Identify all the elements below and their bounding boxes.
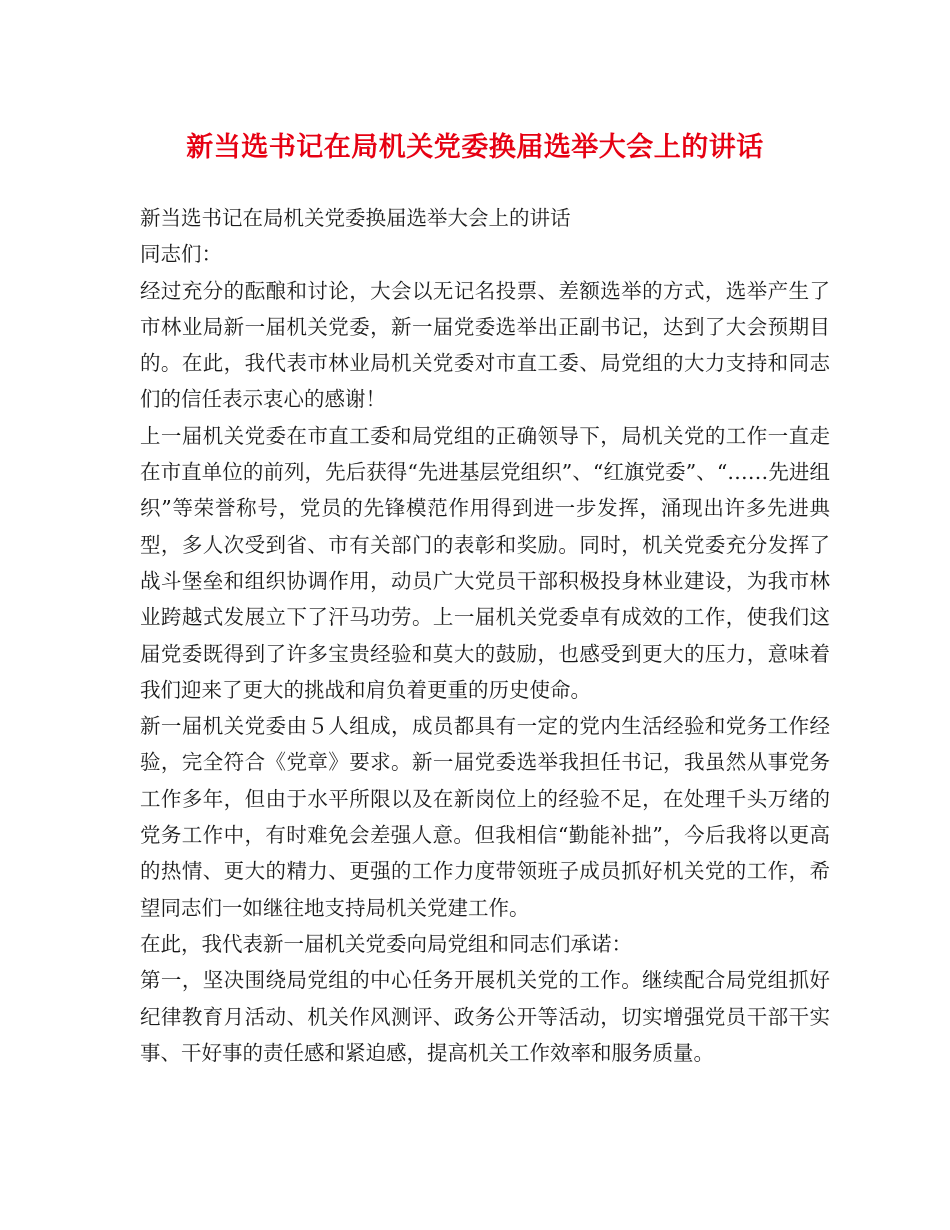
body-paragraph: 上一届机关党委在市直工委和局党组的正确领导下，局机关党的工作一直走在市直单位的前列，先后获得“先进基层党组织”、“红旗党委”、“……先进组织”等荣誉称号，党员的先锋模范作用得到进一步发挥，涌现出许多先进典型，多人次受到省、市有关部门的表彰和奖励。同时，机关党委充分发挥了战斗堡垒和组织协调作用，动员广大党员干部积极投身林业建设，为我市林业跨越式发展立下了汗马功劳。上一届机关党委卓有成效的工作，使我们这届党委既得到了许多宝贵经验和莫大的鼓励，也感受到更大的压力，意味着我们迎来了更大的挑战和肩负着更重的历史使命。 [140, 423, 830, 702]
document-title: 新当选书记在局机关党委换届选举大会上的讲话 [186, 132, 764, 163]
body-paragraph: 新一届机关党委由５人组成，成员都具有一定的党内生活经验和党务工作经验，完全符合《党章》要求。新一届党委选举我担任书记，我虽然从事党务工作多年，但由于水平所限以及在新岗位上的经验不足，在处理千头万绪的党务工作中，有时难免会差强人意。但我相信“勤能补拙”，今后我将以更高的热情、更大的精力、更强的工作力度带领班子成员抓好机关党的工作，希望同志们一如继往地支持局机关党建工作。 [140, 714, 830, 920]
document-body [140, 200, 830, 1071]
body-paragraph: 经过充分的酝酿和讨论，大会以无记名投票、差额选举的方式，选举产生了市林业局新一届机关党委，新一届党委选举出正副书记，达到了大会预期目的。在此，我代表市林业局机关党委对市直工委、局党组的大力支持和同志们的信任表示衷心的感谢！ [140, 278, 830, 412]
subtitle-paragraph: 新当选书记在局机关党委换届选举大会上的讲话 [140, 206, 571, 230]
body-paragraph: 第一，坚决围绕局党组的中心任务开展机关党的工作。继续配合局党组抓好纪律教育月活动、机关作风测评、政务公开等活动，切实增强党员干部干实事、干好事的责任感和紧迫感，提高机关工作效率和服务质量。 [140, 968, 830, 1065]
salutation-paragraph: 同志们： [140, 242, 222, 267]
body-paragraph: 在此，我代表新一届机关党委向局党组和同志们承诺： [140, 931, 632, 956]
